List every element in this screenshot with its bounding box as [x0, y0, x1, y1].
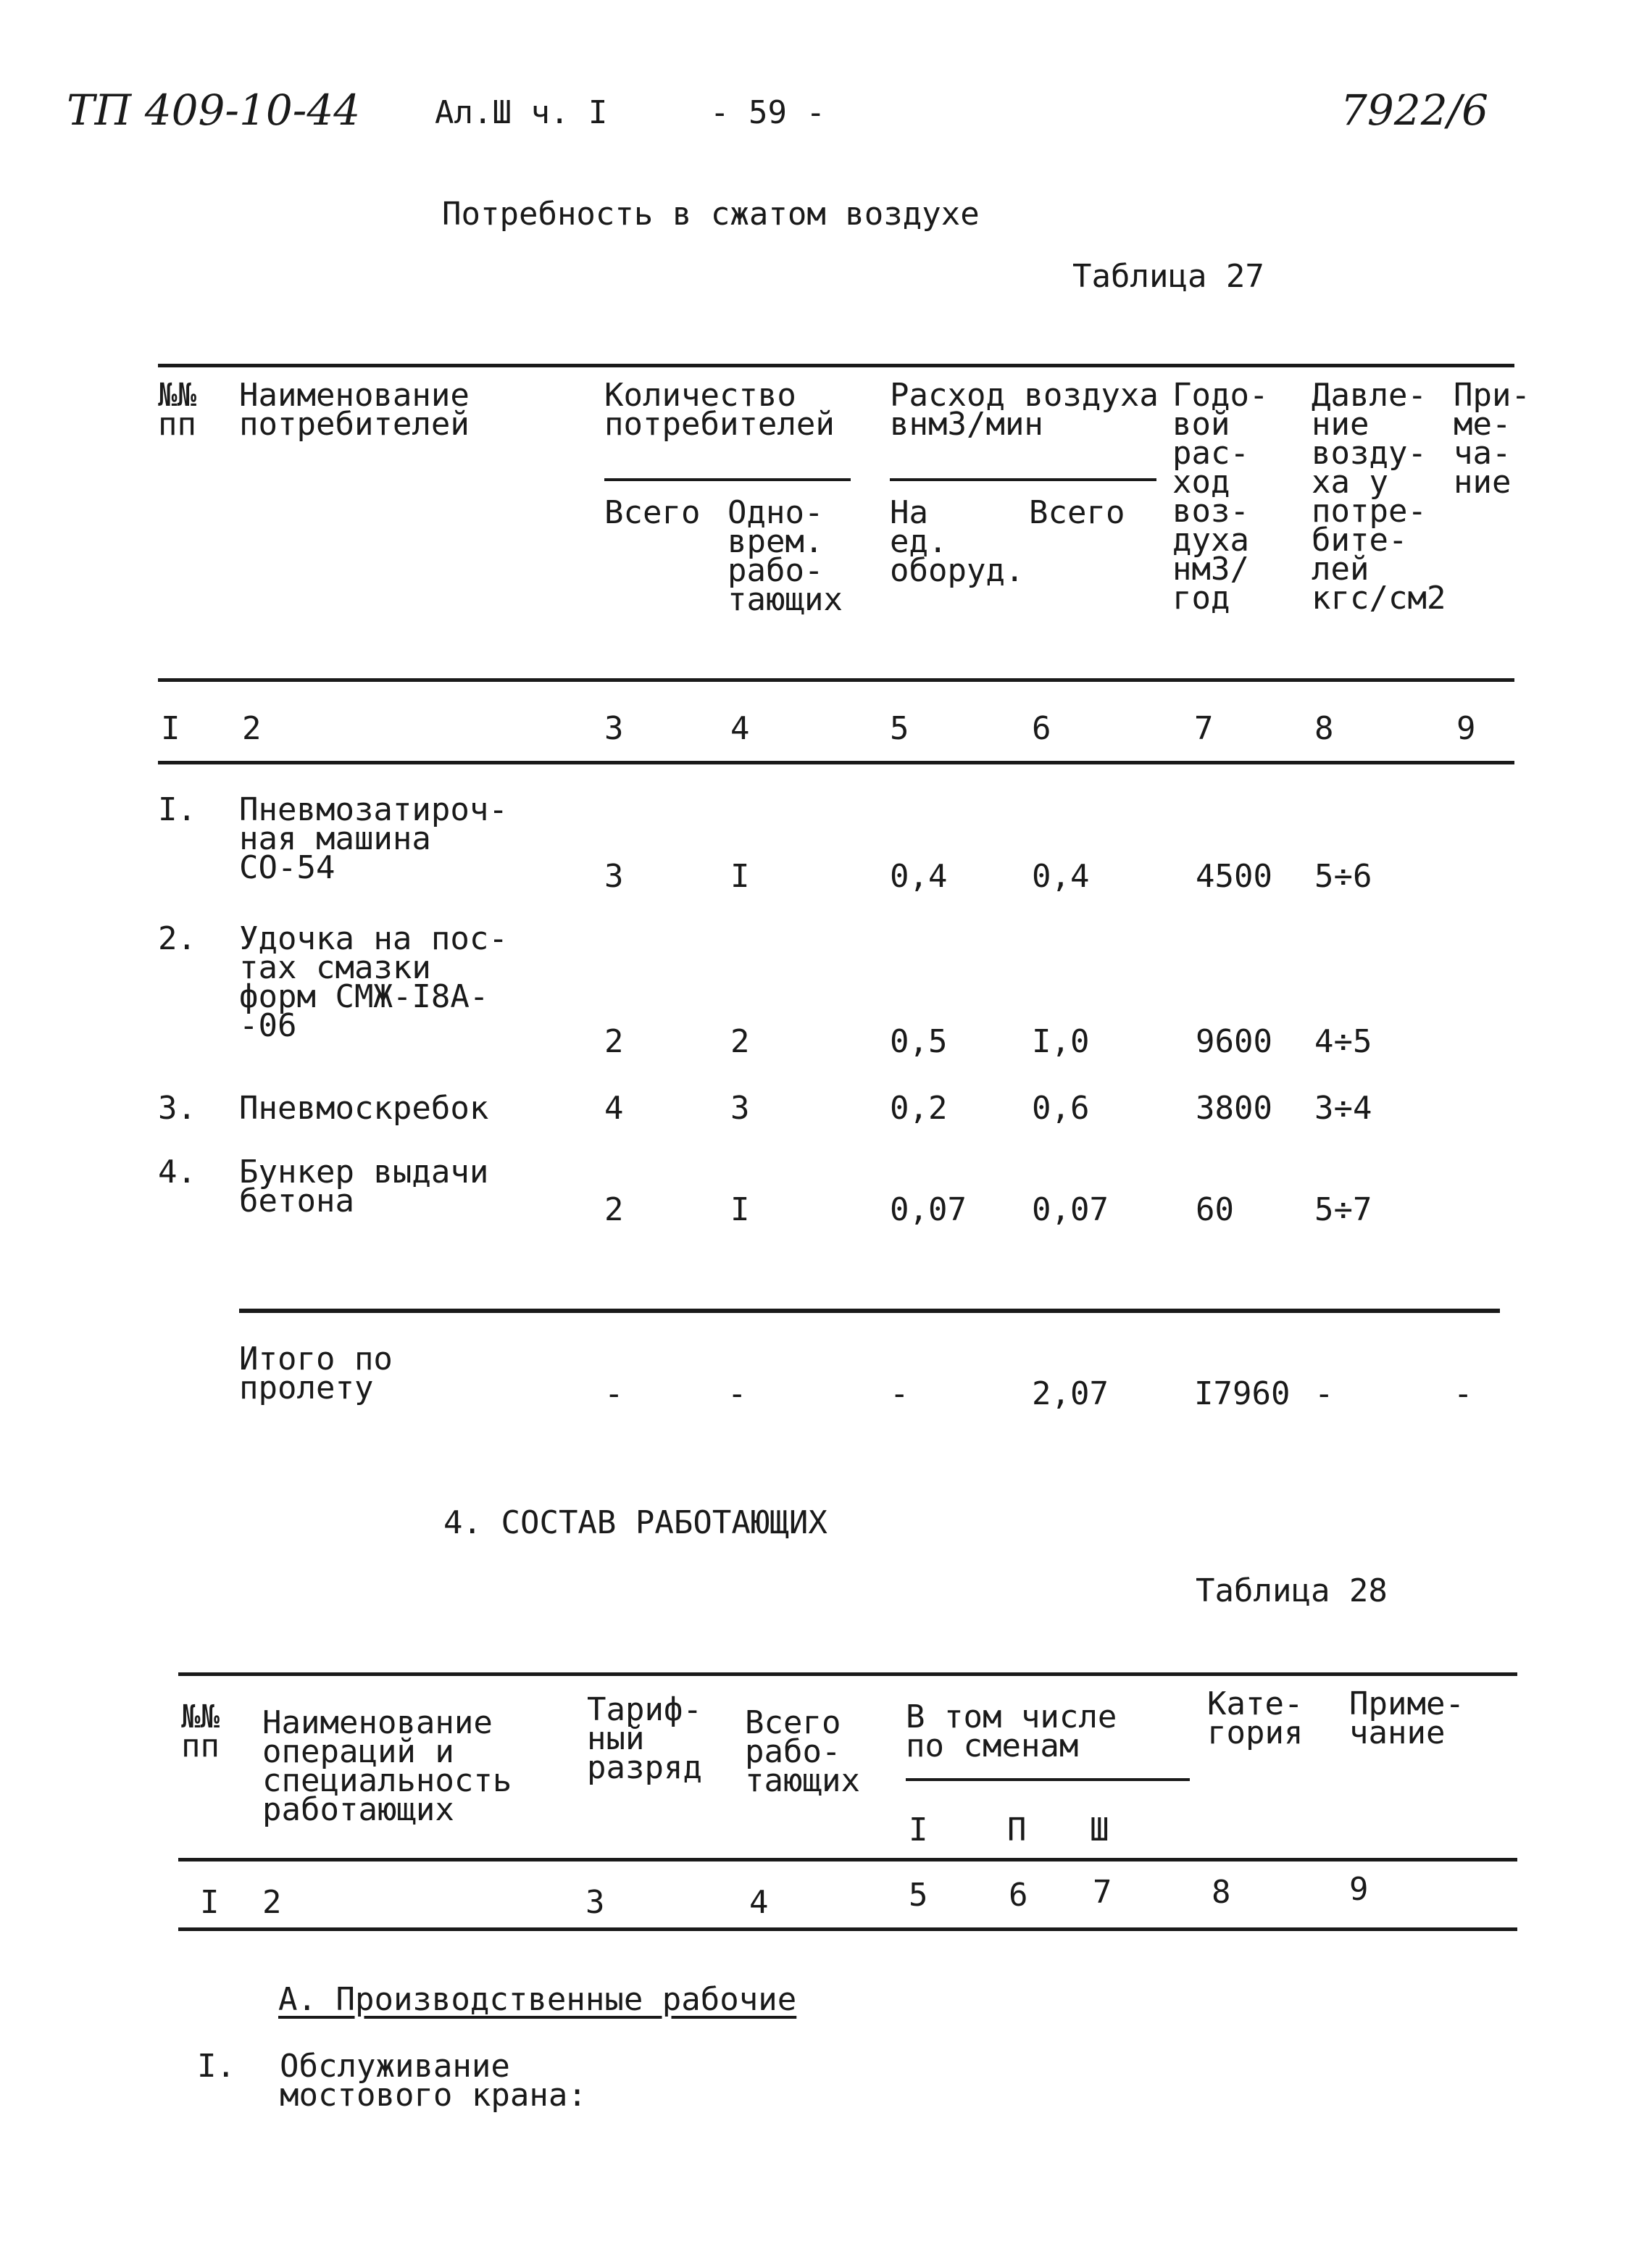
table27-label: Таблица 27 [1072, 258, 1264, 295]
t27-header-note: При- ме- ча- ние [1454, 377, 1530, 501]
t27-row2-total: 2 [604, 1023, 624, 1060]
t28-header-num: №№ пп [181, 1698, 220, 1764]
t27-row3-annual: 3800 [1196, 1090, 1272, 1127]
t27-row3-total: 4 [604, 1090, 624, 1127]
t27-row2-name: Удочка на пос- тах смазки форм СМЖ-I8А- -06 [239, 920, 508, 1044]
t27-row4-name: Бункер выдачи бетона [239, 1154, 489, 1220]
table28-top-rule [178, 1672, 1517, 1676]
t27-row3-num: 3. [158, 1090, 196, 1127]
t27-row2-flow: I,0 [1032, 1023, 1090, 1060]
t27-total-note: - [1454, 1375, 1473, 1412]
t27-header-qty-total: Всего [604, 494, 701, 531]
table27-title: Потребность в сжатом воздухе [442, 196, 980, 233]
table28-label: Таблица 28 [1196, 1572, 1388, 1609]
t27-row1-name: Пневмозатироч- ная машина СО-54 [239, 791, 508, 886]
t28-colnum: 6 [1009, 1877, 1028, 1914]
table27-header-rule [158, 678, 1514, 682]
t28-colnum: 9 [1349, 1871, 1369, 1908]
t27-header-annual: Годо- вой рас- ход воз- духа нм3/ год [1172, 377, 1269, 617]
t28-colnum: I [200, 1884, 220, 1921]
t27-row3-sim: 3 [730, 1090, 750, 1127]
table28-header-rule [178, 1858, 1517, 1861]
t27-header-flow-total: Всего [1029, 494, 1125, 531]
table28-colnum-rule [178, 1927, 1517, 1931]
t27-total-flow: 2,07 [1032, 1375, 1109, 1412]
t27-header-qty-sim: Одно- врем. рабо- тающих [727, 494, 843, 618]
t27-row4-unit: 0,07 [890, 1191, 967, 1228]
t27-header-flow: Расход воздуха внм3/мин [890, 377, 1159, 443]
t27-colnum: 5 [890, 710, 909, 747]
t28-header-shift-3: Ш [1090, 1812, 1109, 1848]
t28-header-shifts: В том числе по сменам [906, 1698, 1117, 1764]
t27-colnum: 2 [242, 710, 262, 747]
t28-header-shift-1: I [909, 1812, 928, 1848]
t27-header-num: №№ пп [158, 377, 196, 443]
t27-row4-pressure: 5÷7 [1314, 1191, 1372, 1228]
t27-total-unit: - [890, 1375, 909, 1412]
t27-colnum: 4 [730, 710, 750, 747]
t27-row1-flow: 0,4 [1032, 858, 1090, 895]
t28-header-category: Кате- гория [1207, 1685, 1304, 1751]
t27-row2-pressure: 4÷5 [1314, 1023, 1372, 1060]
t27-row4-num: 4. [158, 1154, 196, 1191]
table27-total-rule [239, 1309, 1500, 1313]
t27-row1-num: I. [158, 791, 196, 828]
t27-colnum: 8 [1314, 710, 1334, 747]
t27-colnum: 6 [1032, 710, 1051, 747]
t27-colnum: I [161, 710, 180, 747]
t27-row3-pressure: 3÷4 [1314, 1090, 1372, 1127]
section4-title: 4. СОСТАВ РАБОТАЮЩИХ [443, 1504, 827, 1541]
t28-item1-name: Обслуживание мостового крана: [280, 2048, 587, 2114]
t27-row2-num: 2. [158, 920, 196, 957]
t27-colnum: 9 [1456, 710, 1476, 747]
t27-row1-sim: I [730, 858, 750, 895]
album-reference: Ал.Ш ч. I [435, 94, 608, 131]
t27-row1-total: 3 [604, 858, 624, 895]
t28-item1-num: I. [197, 2048, 235, 2085]
t28-header-name: Наименование операций и специальность работающих [262, 1704, 512, 1828]
t27-total-qty: - [604, 1375, 624, 1412]
t27-header-pressure: Давле- ние возду- ха у потре- бите- лей кгс/см2 [1312, 377, 1446, 617]
t27-header-qty: Количество потребителей [604, 377, 835, 443]
t28-colnum: 5 [909, 1877, 928, 1914]
section-a-heading: А. Производственные рабочие [278, 1981, 797, 2018]
t27-colnum: 3 [604, 710, 624, 747]
t27-total-name: Итого по пролету [239, 1341, 393, 1406]
t27-row2-unit: 0,5 [890, 1023, 948, 1060]
t27-row1-annual: 4500 [1196, 858, 1272, 895]
t27-row1-pressure: 5÷6 [1314, 858, 1372, 895]
t27-row3-unit: 0,2 [890, 1090, 948, 1127]
t27-colnum: 7 [1194, 710, 1214, 747]
document-code: ТП 409-10-44 [67, 86, 361, 135]
t27-row4-flow: 0,07 [1032, 1191, 1109, 1228]
t27-row3-flow: 0,6 [1032, 1090, 1090, 1127]
page-number: - 59 - [710, 94, 825, 131]
t27-qty-subrule [604, 478, 851, 481]
t28-shifts-subrule [906, 1778, 1190, 1781]
t27-row4-total: 2 [604, 1191, 624, 1228]
t27-row4-annual: 60 [1196, 1191, 1234, 1228]
t27-row2-annual: 9600 [1196, 1023, 1272, 1060]
t27-flow-subrule [890, 478, 1156, 481]
table27-colnum-rule [158, 761, 1514, 764]
t28-header-note: Приме- чание [1349, 1685, 1464, 1751]
t27-header-name: Наименование потребителей [239, 377, 470, 443]
t27-total-annual: I7960 [1194, 1375, 1291, 1412]
t28-colnum: 7 [1093, 1874, 1112, 1911]
t28-colnum: 4 [749, 1884, 769, 1921]
table27-top-rule [158, 364, 1514, 367]
t28-colnum: 2 [262, 1884, 282, 1921]
t27-row3-name: Пневмоскребок [239, 1090, 489, 1127]
t27-row2-sim: 2 [730, 1023, 750, 1060]
t27-row1-unit: 0,4 [890, 858, 948, 895]
t28-header-grade: Тариф- ный разряд [587, 1691, 702, 1786]
t28-colnum: 3 [585, 1884, 605, 1921]
t28-header-shift-2: П [1007, 1812, 1027, 1848]
t28-header-total: Всего рабо- тающих [745, 1704, 860, 1799]
t27-total-sim: - [727, 1375, 747, 1412]
t28-colnum: 8 [1212, 1874, 1231, 1911]
t27-header-flow-unit: На ед. оборуд. [890, 494, 1025, 589]
t27-row4-sim: I [730, 1191, 750, 1228]
t27-total-pressure: - [1314, 1375, 1334, 1412]
document-number: 7922/6 [1341, 86, 1489, 135]
